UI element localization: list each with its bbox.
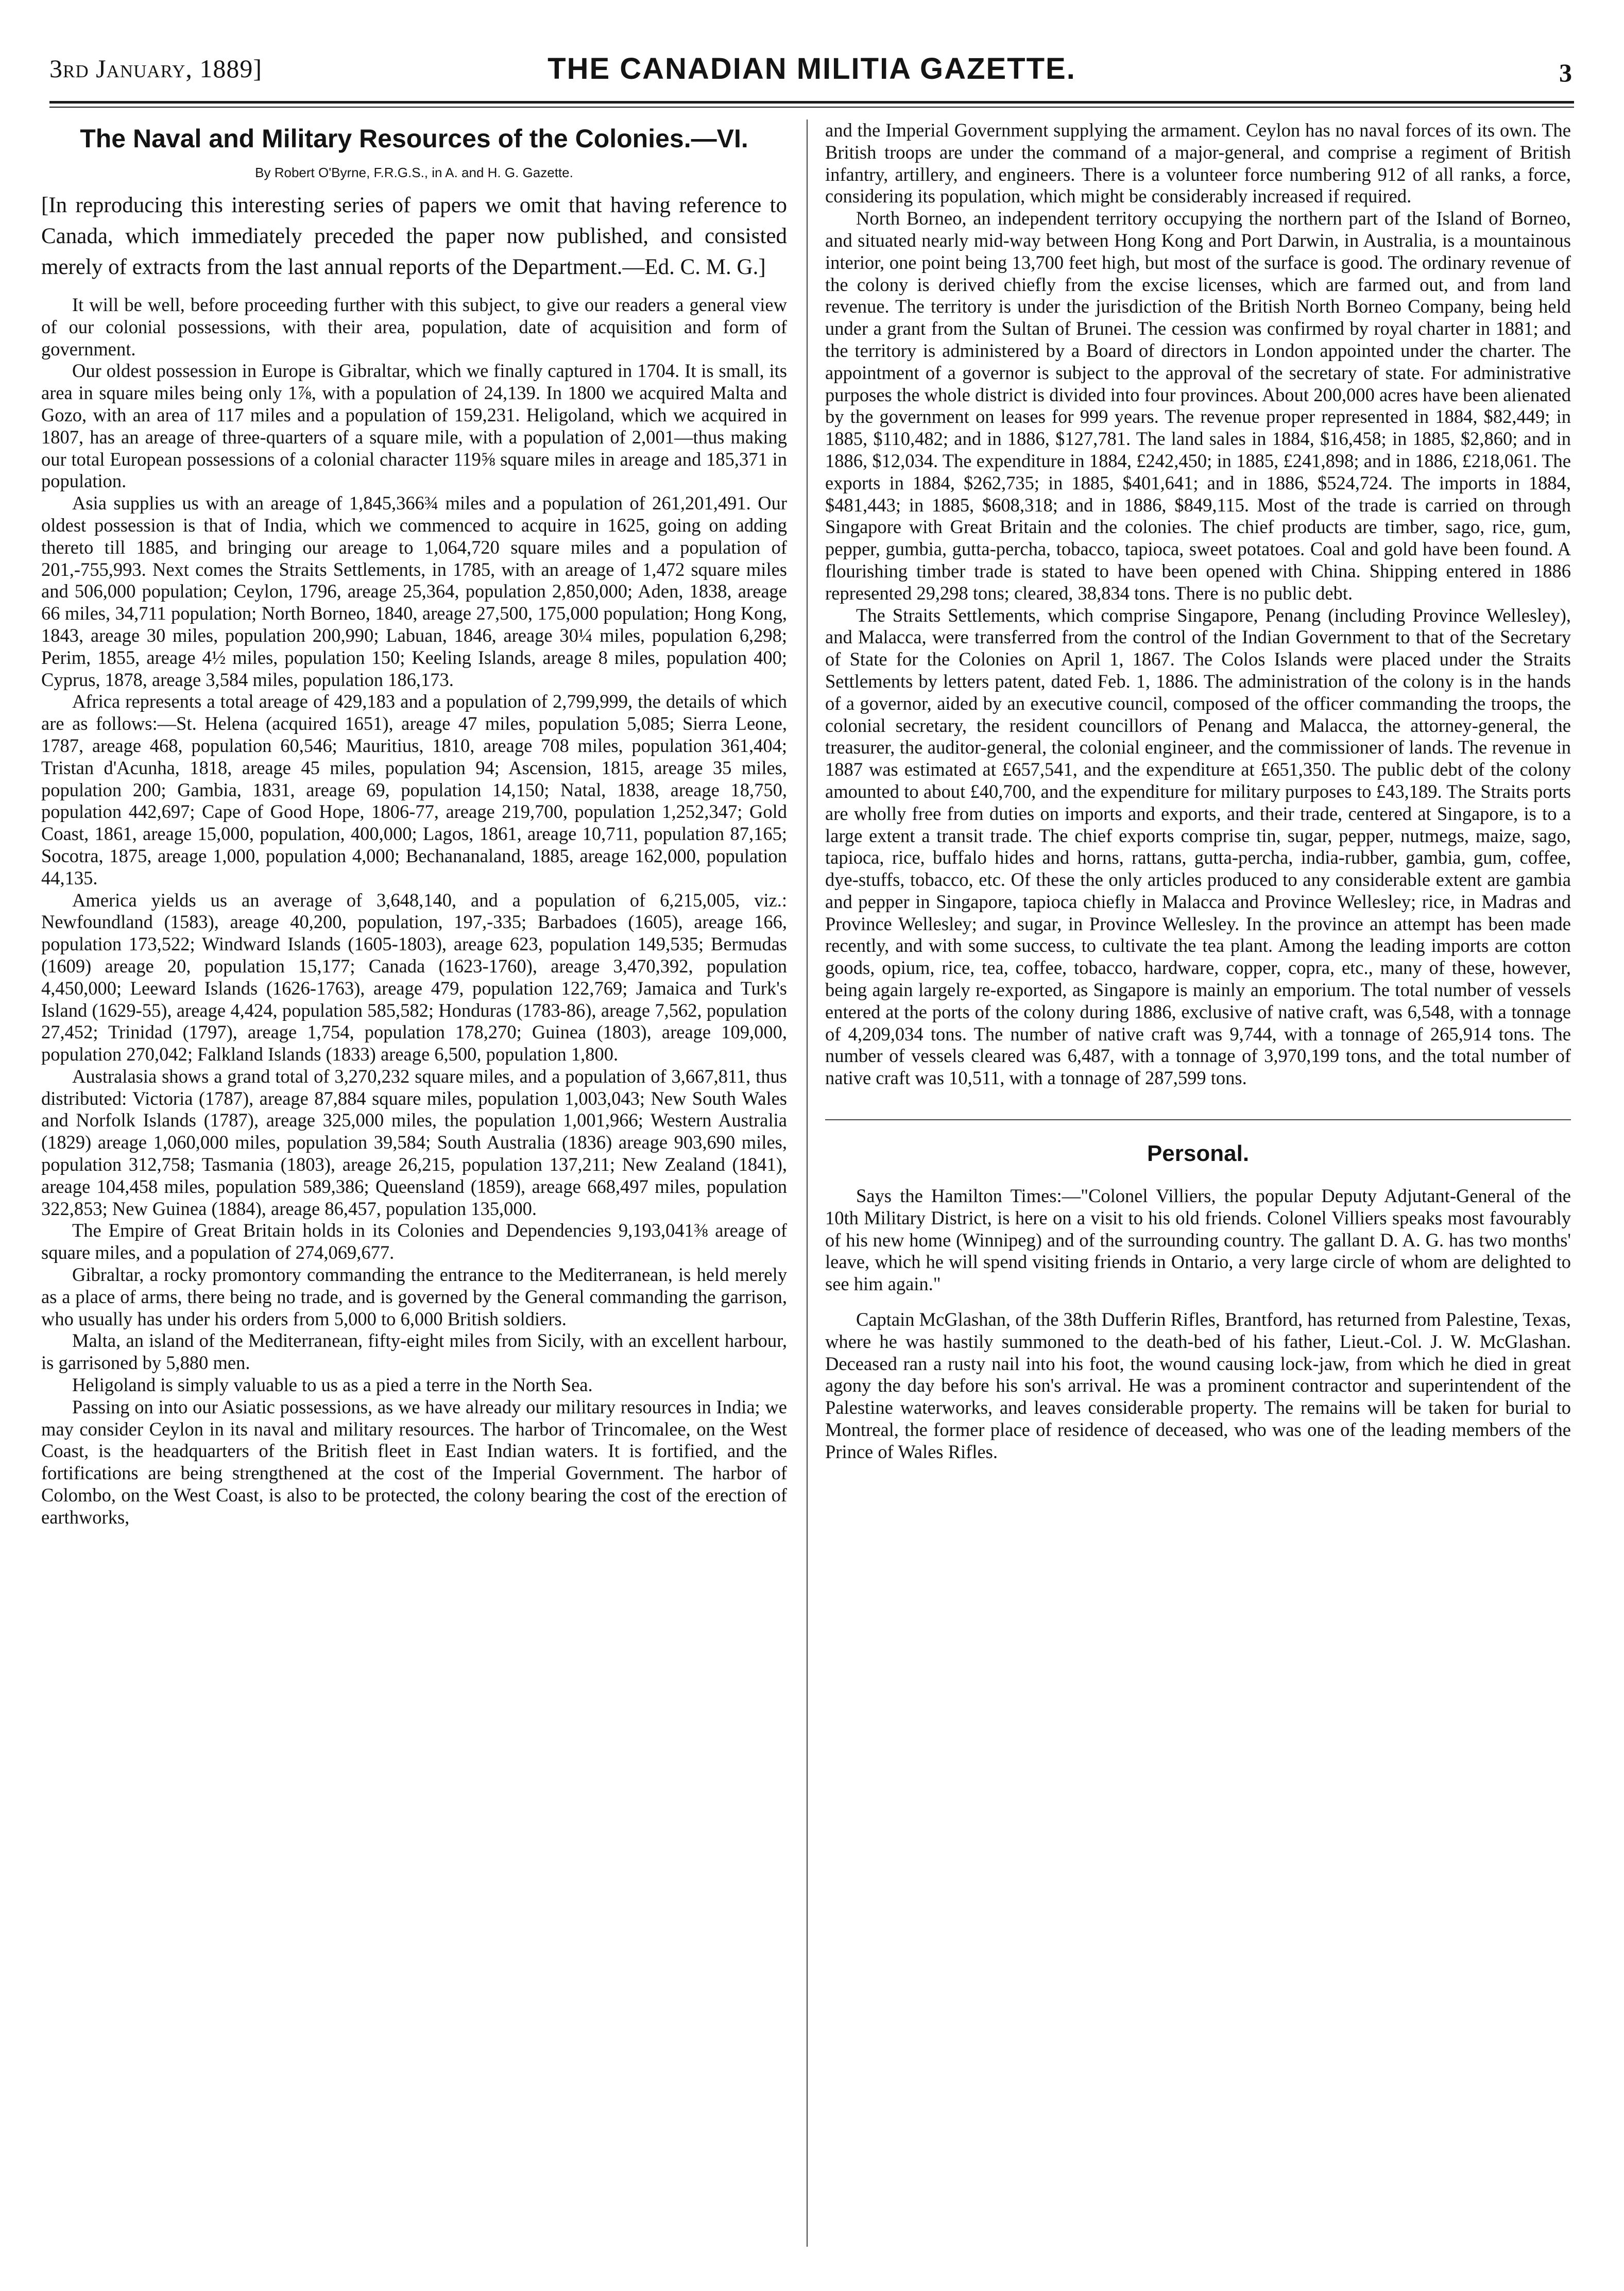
masthead-rule-thin: [49, 107, 1574, 108]
article-paragraph: The Straits Settlements, which comprise Singapore, Penang (including Province Wellesley), and Malacca, were transferred from the control of the Indian Government to that of the Secretary of State for the Colonies on April 1, 1867. The Colos Islands were placed under the Straits Settlements by letters patent, dated Feb. 1, 1886. The administration of the colony is in the hands of a governor, aided by an executive council, composed of the officer commanding the troops, the colonial secretary, the resident councillors of Penang and Malacca, the attorney-general, the treasurer, the auditor-general, the colonial engineer, and the commissioner of lands. The revenue in 1887 was estimated at £657,541, and the expenditure at £651,350. The public debt of the colony amounted to about £40,700, and the expenditure for military purposes to £43,189. The Straits ports are wholly free from duties on imports and exports, and their trade, centered at Singapore, is to a large extent a transit trade. The chief exports comprise tin, sugar, pepper, nutmegs, maize, sago, tapioca, rice, buffalo hides and horns, rattans, gutta-percha, india-rubber, gambia, gum, coffee, dye-stuffs, tobacco, etc. Of these the only articles produced to any considerable extent are gambia and pepper in Singapore, tapioca chiefly in Malacca and Province Wellesley; rice, in Madras and Province Wellesley; and sugar, in Province Wellesley. In the province an attempt has been made recently, and with some success, to cultivate the tea plant. Among the leading imports are cotton goods, opium, rice, tea, coffee, tobacco, hardware, copper, copra, etc., many of these, however, being again largely re-exported, as Singapore is mainly an emporium. The total number of vessels entered at the ports of the colony during 1886, exclusive of native craft, was 6,548, with a tonnage of 4,209,034 tons. The number of native craft was 9,744, with a tonnage of 265,914 tons. The number of vessels cleared was 6,487, with a tonnage of 3,970,199 tons, and the total number of native craft was 10,511, with a tonnage of 287,599 tons.: [825, 604, 1571, 1089]
article-paragraph: North Borneo, an independent territory occupying the northern part of the Island of Borneo, and situated nearly mid-way between Hong Kong and Port Darwin, in Australia, is a mountainous interior, one point being 13,700 feet high, but most of the surface is good. The ordinary revenue of the colony is derived chiefly from the excise licenses, which are farmed out, and from land revenue. The territory is under the jurisdiction of the British North Borneo Company, being held under a grant from the Sultan of Brunei. The cession was confirmed by royal charter in 1881; and the territory is administered by a Board of directors in London appointed under the charter. The appointment of a governor is subject to the approval of the secretary of state. For administrative purposes the whole district is divided into four provinces. About 200,000 acres have been alienated by the government on leases for 999 years. The revenue proper represented in 1884, $82,449; in 1885, $110,482; and in 1886, $127,781. The land sales in 1884, $16,458; in 1885, $2,860; and in 1886, $12,034. The expenditure in 1884, £242,450; in 1885, £241,898; and in 1886, £218,061. The exports in 1884, $262,735; in 1885, $401,641; and in 1886, $524,724. The imports in 1884, $481,443; in 1885, $608,318; and in 1886, $849,115. Most of the trade is carried on through Singapore with Great Britain and the colonies. The chief products are timber, sago, rice, gum, pepper, gumbia, gutta-percha, tobacco, tapioca, sweet potatoes. Coal and gold have been found. A flourishing timber trade is stated to have been opened with China. Shipping entered in 1886 represented 29,298 tons; cleared, 38,834 tons. There is no public debt.: [825, 208, 1571, 604]
page-number: 3: [1559, 58, 1572, 87]
issue-date: 3rd January, 1889]: [49, 54, 263, 83]
article-byline: By Robert O'Byrne, F.R.G.S., in A. and H. G. Gazette.: [255, 165, 573, 180]
personal-section: [825, 1141, 1571, 1463]
article-paragraph: It will be well, before proceeding further with this subject, to give our readers a general view of our colonial possessions, with their area, population, date of acquisition and form of government.: [41, 294, 787, 360]
right-column: [825, 119, 1571, 2257]
personal-paragraph: Captain McGlashan, of the 38th Dufferin Rifles, Brantford, has returned from Palestine, Texas, where he was hastily summoned to the death-bed of his father, Lieut.-Col. J. W. McGlashan. Deceased ran a rusty nail into his foot, the wound causing lock-jaw, from which he died in great agony the day before his son's arrival. He was a prominent contractor and superintendent of the Palestine waterworks, and leaves considerable property. The remains will be taken for burial to Montreal, the former place of residence of deceased, who was one of the leading members of the Prince of Wales Rifles.: [825, 1309, 1571, 1462]
article-paragraph: Our oldest possession in Europe is Gibraltar, which we finally captured in 1704. It is small, its area in square miles being only 1⅞, with a population of 24,139. In 1800 we acquired Malta and Gozo, with an area of 117 miles and a population of 159,231. Heligoland, which we acquired in 1807, has an areage of three-quarters of a square mile, with a population of 2,001—thus making our total European possessions of a colonial character 119⅝ square miles in areage and 185,371 in population.: [41, 360, 787, 492]
left-column: [41, 119, 787, 2257]
newspaper-title: THE CANADIAN MILITIA GAZETTE.: [548, 52, 1076, 86]
editor-note: [In reproducing this interesting series of papers we omit that having reference to Canada, which immediately preceded the paper now published, and consisted merely of extracts from the last annual reports of the Department.—Ed. C. M. G.]: [41, 193, 787, 279]
article-paragraph: Africa represents a total areage of 429,183 and a population of 2,799,999, the details of which are as follows:—St. Helena (acquired 1651), areage 47 miles, population 5,085; Sierra Leone, 1787, areage 468, population 60,546; Mauritius, 1810, areage 708 miles, population 361,404; Tristan d'Acunha, 1818, areage 45 miles, population 94; Ascension, 1815, areage 35 miles, population 200; Gambia, 1831, areage 69, population 14,150; Natal, 1838, areage 18,750, population 442,697; Cape of Good Hope, 1806-77, areage 219,700, population 1,252,347; Gold Coast, 1861, areage 15,000, population, 400,000; Lagos, 1861, areage 10,711, population 87,165; Socotra, 1875, areage 1,000, population 4,000; Bechananaland, 1885, areage 162,000, population 44,135.: [41, 691, 787, 888]
article-paragraph: Passing on into our Asiatic possessions, as we have already our military resources in India; we may consider Ceylon in its naval and military resources. The harbor of Trincomalee, on the West Coast, is the headquarters of the British fleet in East Indian waters. It is fortified, and the fortifications are being strengthened at the cost of the Imperial Government. The harbor of Colombo, on the West Coast, is also to be protected, the colony bearing the cost of the erection of earthworks,: [41, 1396, 787, 1528]
article-paragraph: Malta, an island of the Mediterranean, fifty-eight miles from Sicily, with an excellent harbour, is garrisoned by 5,880 men.: [41, 1330, 787, 1374]
article-paragraph: and the Imperial Government supplying the armament. Ceylon has no naval forces of its own. The British troops are under the command of a major-general, and comprise a regiment of British infantry, artillery, and engineers. There is a volunteer force numbering 912 of all ranks, a force, considering its population, which might be considerably increased if required.: [825, 119, 1571, 207]
article-paragraph: The Empire of Great Britain holds in its Colonies and Dependencies 9,193,041⅜ areage of square miles, and a population of 274,069,677.: [41, 1220, 787, 1263]
article-paragraph: Gibraltar, a rocky promontory commanding the entrance to the Mediterranean, is held merely as a place of arms, there being no trade, and is governed by the General commanding the garrison, who usually has under his orders from 5,000 to 6,000 British soldiers.: [41, 1264, 787, 1329]
article-paragraph: Asia supplies us with an areage of 1,845,366¾ miles and a population of 261,201,491. Our oldest possession is that of India, which we commenced to acquire in 1625, going on adding thereto till 1885, and bringing our areage to 1,064,720 square miles and a population of 201,-755,993. Next comes the Straits Settlements, in 1785, with an areage of 1,472 square miles and 506,000 population; Ceylon, 1796, areage 25,364, population 2,850,000; Aden, 1838, areage 66 miles, 34,711 population; North Borneo, 1840, areage 27,500, 175,000 population; Hong Kong, 1843, areage 30 miles, population 200,990; Labuan, 1846, areage 30¼ miles, population 6,298; Perim, 1855, areage 4½ miles, population 150; Keeling Islands, areage 8 miles, population 400; Cyprus, 1878, areage 3,584 miles, population 186,173.: [41, 492, 787, 690]
article-paragraph: Heligoland is simply valuable to us as a pied a terre in the North Sea.: [72, 1374, 593, 1396]
masthead: [49, 52, 1574, 93]
article-paragraph: Australasia shows a grand total of 3,270,232 square miles, and a population of 3,667,811, thus distributed: Victoria (1787), areage 87,884 square miles, population 1,003,043; New South Wales and Norfolk Islands (1787), areage 325,000 miles, the population 1,001,966; Western Australia (1829) areage 1,060,000 miles, population 39,584; South Australia (1836) areage 903,690 miles, population 312,758; Tasmania (1803), areage 26,215, population 137,211; New Zealand (1841), areage 104,458 miles, population 589,386; Queensland (1859), areage 668,497 miles, population 322,853; New Guinea (1884), areage 86,457, population 135,000.: [41, 1065, 787, 1219]
section-divider: [825, 1119, 1571, 1120]
masthead-rule-thick: [49, 101, 1574, 104]
article-paragraph: America yields us an average of 3,648,140, and a population of 6,215,005, viz.: Newfoundland (1583), areage 40,200, population, 197,-335; Barbadoes (1605), areage 166, population 173,522; Windward Islands (1605-1803), areage 623, population 149,535; Bermudas (1609) areage 20, population 15,177; Canada (1623-1760), areage 3,470,392, population 4,450,000; Leeward Islands (1626-1763), areage 479, population 122,769; Jamaica and Turk's Island (1629-55), areage 4,424, population 585,582; Honduras (1783-86), areage 7,562, population 27,452; Trinidad (1797), areage 1,754, population 178,270; Guinea (1803), areage 109,000, population 270,042; Falkland Islands (1833) areage 6,500, population 1,800.: [41, 889, 787, 1065]
article-title: The Naval and Military Resources of the Colonies.—VI.: [80, 124, 748, 153]
personal-paragraph: Says the Hamilton Times:—"Colonel Villiers, the popular Deputy Adjutant-General of the 10th Military District, is here on a visit to his old friends. Colonel Villiers speaks most favourably of his new home (Winnipeg) and of the surrounding country. The gallant D. A. G. has two months' leave, which he will spend visiting friends in Ontario, a very large circle of whom are delighted to see him again.": [825, 1185, 1571, 1295]
personal-heading: Personal.: [1147, 1141, 1250, 1167]
column-divider: [807, 119, 808, 2247]
